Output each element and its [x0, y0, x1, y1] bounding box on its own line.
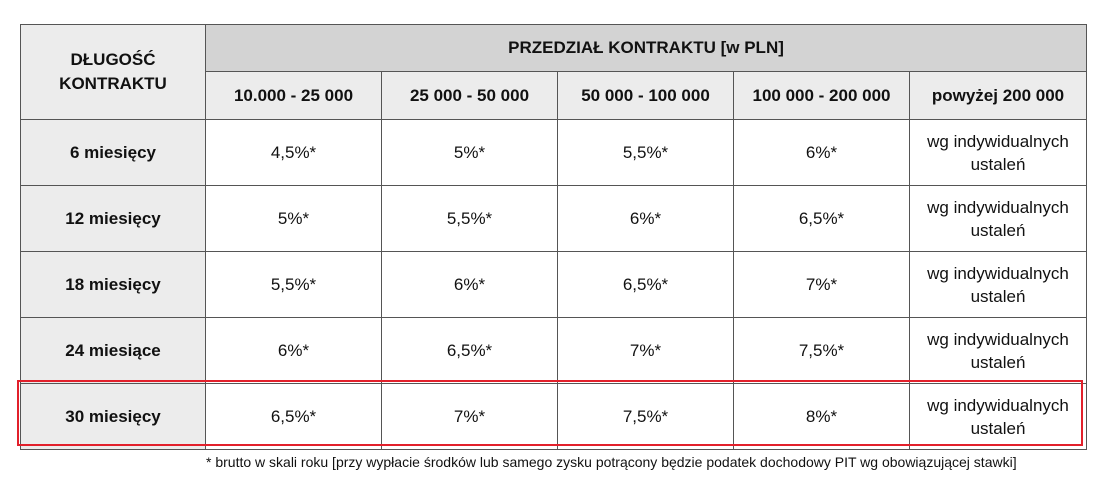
custom-terms-cell: wg indywidualnych ustaleń	[910, 384, 1087, 450]
rate-cell: 7%*	[382, 384, 558, 450]
rate-cell: 5,5%*	[206, 252, 382, 318]
range-header-2: 25 000 - 50 000	[382, 72, 558, 120]
contract-length-header: DŁUGOŚĆ KONTRAKTU	[21, 25, 206, 120]
custom-terms-cell: wg indywidualnych ustaleń	[910, 186, 1087, 252]
rate-cell: 7,5%*	[558, 384, 734, 450]
row-label: 24 miesiące	[21, 318, 206, 384]
rate-cell: 8%*	[734, 384, 910, 450]
rate-cell: 5,5%*	[382, 186, 558, 252]
rate-cell: 7%*	[558, 318, 734, 384]
rate-cell: 6%*	[206, 318, 382, 384]
rate-cell: 5,5%*	[558, 120, 734, 186]
rate-cell: 6,5%*	[734, 186, 910, 252]
rate-cell: 4,5%*	[206, 120, 382, 186]
row-label: 12 miesięcy	[21, 186, 206, 252]
rate-cell: 7%*	[734, 252, 910, 318]
row-label: 30 miesięcy	[21, 384, 206, 450]
rate-cell: 6,5%*	[382, 318, 558, 384]
range-header-4: 100 000 - 200 000	[734, 72, 910, 120]
table-row	[21, 318, 1087, 384]
table-row-highlighted	[21, 384, 1087, 450]
row-label: 18 miesięcy	[21, 252, 206, 318]
row-label: 6 miesięcy	[21, 120, 206, 186]
rate-cell: 6%*	[382, 252, 558, 318]
rate-cell: 5%*	[206, 186, 382, 252]
custom-terms-cell: wg indywidualnych ustaleń	[910, 252, 1087, 318]
table-row	[21, 186, 1087, 252]
range-header-3: 50 000 - 100 000	[558, 72, 734, 120]
rate-cell: 6%*	[558, 186, 734, 252]
rate-cell: 7,5%*	[734, 318, 910, 384]
table-row	[21, 252, 1087, 318]
rate-cell: 6,5%*	[206, 384, 382, 450]
rate-cell: 6,5%*	[558, 252, 734, 318]
range-header-5: powyżej 200 000	[910, 72, 1087, 120]
contract-rates-table-wrap	[20, 24, 1086, 450]
contract-rates-table	[20, 24, 1087, 450]
footnote: * brutto w skali roku [przy wypłacie środków lub samego zysku potrącony będzie podatek dochodowy PIT wg obowiązującej stawki]	[206, 454, 1017, 470]
rate-cell: 6%*	[734, 120, 910, 186]
contract-range-header: PRZEDZIAŁ KONTRAKTU [w PLN]	[206, 25, 1087, 72]
custom-terms-cell: wg indywidualnych ustaleń	[910, 120, 1087, 186]
rate-cell: 5%*	[382, 120, 558, 186]
table-row	[21, 120, 1087, 186]
custom-terms-cell: wg indywidualnych ustaleń	[910, 318, 1087, 384]
range-header-1: 10.000 - 25 000	[206, 72, 382, 120]
